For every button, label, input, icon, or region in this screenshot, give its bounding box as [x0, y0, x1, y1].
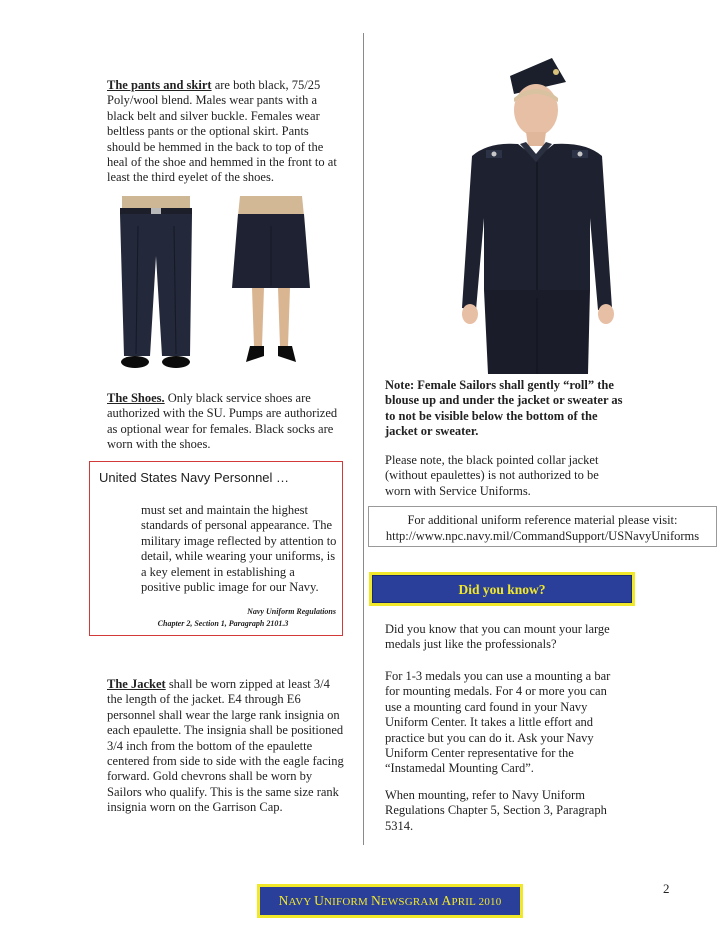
reference-intro: For additional uniform reference material please visit:	[407, 513, 678, 527]
did-you-know-title: Did you know?	[372, 575, 632, 603]
pants-paragraph	[107, 78, 342, 186]
note-plain: Please note, the black pointed collar jacket (without epaulettes) is not authorized to be worn with Service Uniforms.	[385, 453, 599, 498]
quote-citation-reference: Chapter 2, Section 1, Paragraph 2101.3	[157, 619, 289, 628]
note-bold: Note: Female Sailors shall gently “roll” the blouse up and under the jacket or sweater as to not be visible below the bottom of the jacket or sweater.	[385, 378, 623, 439]
did-you-know-para-3: When mounting, refer to Navy Uniform Regulations Chapter 5, Section 3, Paragraph 5314.	[385, 788, 607, 833]
mens-pants-image	[118, 196, 194, 370]
reference-box	[368, 506, 717, 547]
womens-skirt-image	[230, 196, 312, 370]
quote-box	[89, 461, 343, 636]
shoes-heading: The Shoes.	[107, 391, 165, 405]
column-divider	[363, 33, 364, 845]
did-you-know-banner	[369, 572, 635, 606]
pants-text: are both black, 75/25 Poly/wool blend. Males wear pants with a black belt and silver buckle. Females wear beltless pants or the optional skirt. Pants should be hemmed in the back to top of the heal of the shoe and hemmed in the front to at least the third eyelet of the shoes.	[107, 78, 337, 185]
shoes-paragraph	[107, 391, 342, 453]
quote-citation-source: Navy Uniform Regulations	[247, 607, 336, 616]
shoes-text: Only black service shoes are authorized with the SU. Pumps are authorized as optional wear for females. Black socks are worn with the shoes.	[107, 391, 338, 452]
did-you-know-para-2: For 1-3 medals you can use a mounting a bar for mounting medals. For 4 or more you can use a mounting card found in your Navy Uniform Center. It takes a little effort and practice but you can do it. Ask your Navy Uniform Center representative for the “Instamedal Mounting Card”.	[385, 669, 611, 776]
footer-title: NAVY UNIFORM NEWSGRAM APRIL 2010	[260, 887, 520, 915]
pants-heading: The pants and skirt	[107, 78, 212, 92]
reference-url[interactable]: http://www.npc.navy.mil/CommandSupport/USNavyUniforms	[385, 529, 700, 543]
quote-text: must set and maintain the highest standards of personal appearance. The military image reflected by attention to detail, while wearing your uniforms, is a key element in establishing a positive public image for our Navy.	[141, 503, 337, 595]
page-number: 2	[663, 881, 670, 896]
jacket-text: shall be worn zipped at least 3/4 the length of the jacket. E4 through E6 personnel shall wear the large rank insignia on each epaulette. The insignia shall be positioned 3/4 inch from the bottom of the epaulette centered from side to side with the eagle facing forward. Gold chevrons shall be worn by Sailors who qualify. This is the same size rank insignia worn on the Garrison Cap.	[107, 677, 344, 815]
newsletter-footer	[257, 884, 523, 918]
quote-title: United States Navy Personnel …	[99, 470, 290, 485]
jacket-paragraph	[107, 677, 345, 816]
jacket-heading: The Jacket	[107, 677, 166, 691]
female-sailor-jacket-image	[448, 58, 628, 376]
did-you-know-para-1: Did you know that you can mount your large medals just like the professionals?	[385, 622, 610, 652]
